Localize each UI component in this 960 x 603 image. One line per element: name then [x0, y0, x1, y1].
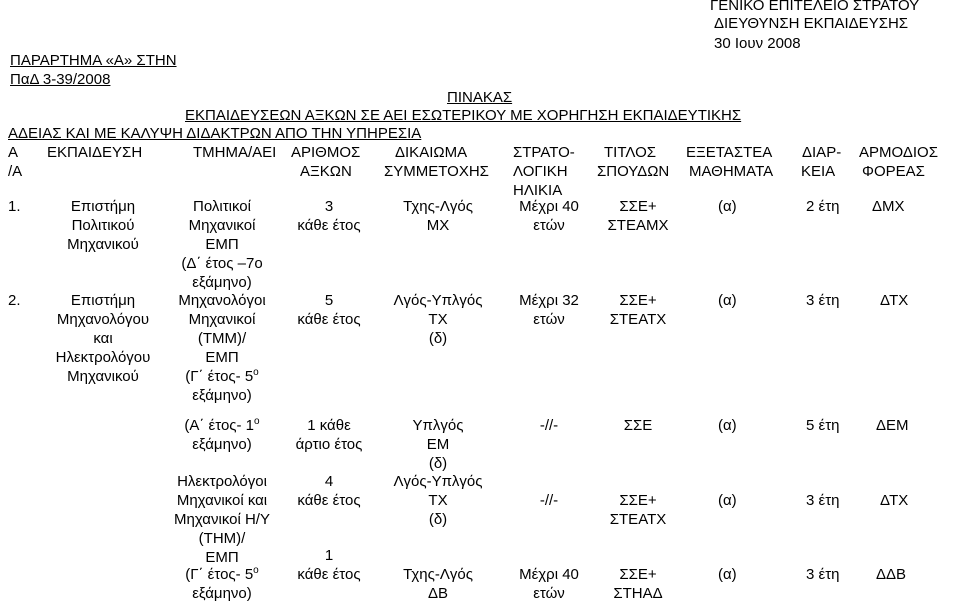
row3-authority: ΔΕΜ — [876, 417, 909, 434]
col-header-duration-2: ΚΕΙΑ — [801, 163, 836, 180]
row1-number: 1. — [8, 198, 21, 215]
row3-courses: (α) — [718, 417, 737, 434]
row2-study-title: ΣΣΕ+ ΣΤΕΑΤΧ — [609, 292, 667, 328]
row2-department: Μηχανολόγοι Μηχανικοί (ΤΜΜ)/ ΕΜΠ — [178, 292, 266, 366]
annex-label: ΠΑΡΑΡΤΗΜΑ «Α» ΣΤΗΝ — [10, 52, 177, 69]
annex-reference: ΠαΔ 3-39/2008 — [10, 71, 111, 88]
col-header-courses-1: ΕΞΕΤΑΣΤΕΑ — [686, 144, 773, 161]
col-header-courses-2: ΜΑΘΗΜΑΤΑ — [689, 163, 774, 180]
col-header-title-1: ΤΙΤΛΟΣ — [604, 144, 657, 161]
table-subtitle-line2: ΑΔΕΙΑΣ ΚΑΙ ΜΕ ΚΑΛΥΨΗ ΔΙΔΑΚΤΡΩΝ ΑΠΟ ΤΗΝ ΥΠΗΡΕΣΙΑ — [8, 125, 422, 142]
row5-department: (Γ΄ έτος- $5^o$ — [185, 565, 259, 583]
row5-duration: 3 έτη — [806, 566, 840, 583]
col-header-department: ΤΜΗΜΑ/ΑΕΙ — [193, 144, 277, 161]
row4-duration: 3 έτη — [806, 492, 840, 509]
col-header-age-2: ΛΟΓΙΚΗ — [513, 163, 568, 180]
col-header-number-2: ΑΞΚΩΝ — [300, 163, 352, 180]
row2-duration: 3 έτη — [806, 292, 840, 309]
row2-eligibility: Λγός-Υπλγός ΤΧ (δ) — [393, 292, 483, 347]
col-header-number-1: ΑΡΙΘΜΟΣ — [291, 144, 361, 161]
col-header-age-1: ΣΤΡΑΤΟ- — [513, 144, 575, 161]
row1-number-of-officers: 3 κάθε έτος — [297, 198, 361, 234]
row1-age: Μέχρι 40 ετών — [519, 198, 579, 234]
table-title: ΠΙΝΑΚΑΣ — [447, 89, 513, 106]
row3-department-2: εξάμηνο) — [192, 436, 252, 453]
row2-training: Επιστήμη Μηχανολόγου και Ηλεκτρολόγου Μηχανικού — [55, 292, 151, 385]
document-date: 30 Ιουν 2008 — [714, 35, 801, 52]
row1-training: Επιστήμη Πολιτικού Μηχανικού — [67, 198, 139, 253]
row2-number-of-officers: 5 κάθε έτος — [297, 292, 361, 328]
row2-courses: (α) — [718, 292, 737, 309]
row5-number-of-officers: 1 κάθε έτος — [297, 547, 361, 583]
table-subtitle-line1: ΕΚΠΑΙΔΕΥΣΕΩΝ ΑΞΚΩΝ ΣΕ ΑΕΙ ΕΣΩΤΕΡΙΚΟΥ ΜΕ ΧΟΡΗΓΗΣΗ ΕΚΠΑΙΔΕΥΤΙΚΗΣ — [185, 107, 742, 124]
col-header-title-2: ΣΠΟΥΔΩΝ — [597, 163, 670, 180]
col-header-eligibility-2: ΣΥΜΜΕΤΟΧΗΣ — [384, 163, 489, 180]
row2-department-semester: (Γ΄ έτος- $5^o$ — [185, 367, 259, 385]
col-header-eligibility-1: ΔΙΚΑΙΩΜΑ — [395, 144, 468, 161]
org-name: ΓΕΝΙΚΟ ΕΠΙΤΕΛΕΙΟ ΣΤΡΑΤΟΥ — [710, 0, 920, 14]
col-header-aa-2: /Α — [8, 163, 23, 180]
row5-eligibility: Τχης-Λγός ΔΒ — [403, 566, 473, 602]
row3-age: -//- — [539, 417, 559, 434]
row4-courses: (α) — [718, 492, 737, 509]
row5-study-title: ΣΣΕ+ ΣΤΗΑΔ — [613, 566, 663, 602]
row1-eligibility: Τχης-Λγός ΜΧ — [403, 198, 473, 234]
row3-study-title: ΣΣΕ — [623, 417, 653, 434]
row3-duration: 5 έτη — [806, 417, 840, 434]
col-header-training: ΕΚΠΑΙΔΕΥΣΗ — [47, 144, 143, 161]
row1-study-title: ΣΣΕ+ ΣΤΕΑΜΧ — [607, 198, 669, 234]
row4-number-of-officers: 4 κάθε έτος — [297, 473, 361, 509]
row3-number-of-officers: 1 κάθε άρτιο έτος — [295, 417, 363, 453]
row4-study-title: ΣΣΕ+ ΣΤΕΑΤΧ — [609, 492, 667, 528]
row1-courses: (α) — [718, 198, 737, 215]
row2-age: Μέχρι 32 ετών — [519, 292, 579, 328]
row2-authority: ΔΤΧ — [880, 292, 909, 309]
col-header-authority-1: ΑΡΜΟΔΙΟΣ — [859, 144, 938, 161]
row4-age: -//- — [539, 492, 559, 509]
row5-authority: ΔΔΒ — [876, 566, 907, 583]
row2-department-semester-2: εξάμηνο) — [192, 387, 252, 404]
row1-authority: ΔΜΧ — [872, 198, 905, 215]
row4-eligibility: Λγός-Υπλγός ΤΧ (δ) — [393, 473, 483, 528]
row3-department: (Α΄ έτος- $1^o$ — [184, 416, 260, 434]
row1-duration: 2 έτη — [806, 198, 840, 215]
col-header-authority-2: ΦΟΡΕΑΣ — [862, 163, 925, 180]
row5-courses: (α) — [718, 566, 737, 583]
row1-department: Πολιτικοί Μηχανικοί ΕΜΠ (Δ΄ έτος –7ο εξάμηνο) — [181, 198, 263, 291]
row5-age: Μέχρι 40 ετών — [519, 566, 579, 602]
directorate-name: ΔΙΕΥΘΥΝΣΗ ΕΚΠΑΙΔΕΥΣΗΣ — [714, 15, 909, 32]
row3-eligibility: Υπλγός ΕΜ (δ) — [412, 417, 464, 472]
col-header-age-3: ΗΛΙΚΙΑ — [513, 182, 563, 199]
row5-department-2: εξάμηνο) — [192, 585, 252, 602]
col-header-aa-1: Α — [8, 144, 19, 161]
col-header-duration-1: ΔΙΑΡ- — [802, 144, 842, 161]
row2-number: 2. — [8, 292, 21, 309]
row4-authority: ΔΤΧ — [880, 492, 909, 509]
row4-department: Ηλεκτρολόγοι Μηχανικοί και Μηχανικοί Η/Υ (ΤΗΜ)/ ΕΜΠ — [174, 473, 270, 566]
